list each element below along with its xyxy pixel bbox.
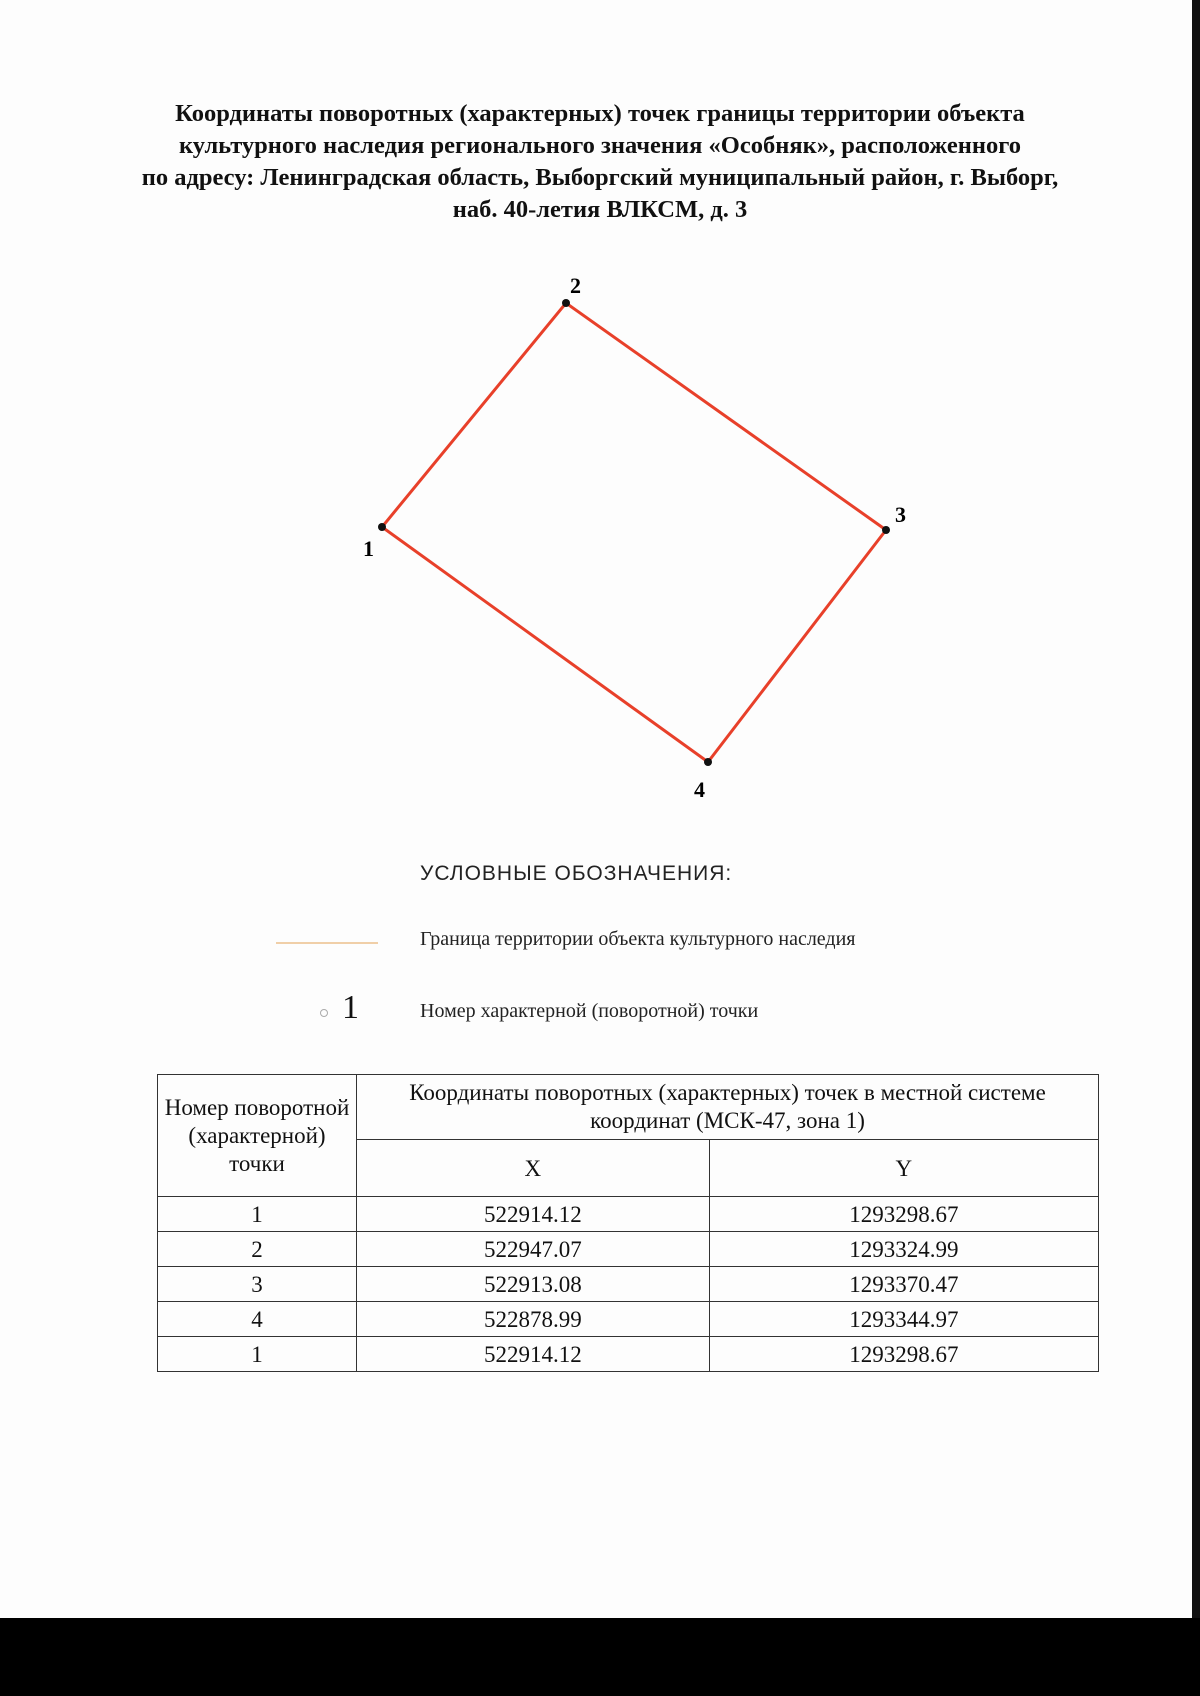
table-row <box>158 1232 1099 1267</box>
cell-point-number: 1 <box>158 1197 357 1232</box>
cell-point-number: 2 <box>158 1232 357 1267</box>
point-marker-3 <box>882 526 890 534</box>
point-marker-2 <box>562 299 570 307</box>
scan-edge-strip <box>1192 0 1200 1618</box>
cell-y: 1293298.67 <box>709 1337 1098 1372</box>
table-header-coordinates: Координаты поворотных (характерных) точек в местной системе координат (МСК-47, зона 1) <box>357 1075 1099 1140</box>
legend-point-label: Номер характерной (поворотной) точки <box>420 1000 759 1022</box>
point-label-2: 2 <box>570 273 581 298</box>
legend-point-dot-icon <box>320 1009 328 1017</box>
cell-x: 522913.08 <box>357 1267 710 1302</box>
scan-bottom-bar <box>0 1618 1200 1696</box>
table-row <box>158 1302 1099 1337</box>
table-row <box>158 1267 1099 1302</box>
cell-x: 522914.12 <box>357 1197 710 1232</box>
title-line-1: Координаты поворотных (характерных) точек границы территории объекта <box>175 100 1025 127</box>
boundary-polygon <box>382 303 886 762</box>
cell-x: 522914.12 <box>357 1337 710 1372</box>
table-row <box>158 1197 1099 1232</box>
point-marker-1 <box>378 523 386 531</box>
cell-point-number: 4 <box>158 1302 357 1337</box>
cell-y: 1293344.97 <box>709 1302 1098 1337</box>
title-line-2: культурного наследия регионального значения «Особняк», расположенного <box>179 132 1021 159</box>
legend-point-symbol: 1 <box>342 989 359 1026</box>
cell-y: 1293298.67 <box>709 1197 1098 1232</box>
table-header-x: X <box>357 1140 710 1197</box>
point-label-4: 4 <box>694 777 705 802</box>
title-line-3: по адресу: Ленинградская область, Выборгский муниципальный район, г. Выборг, <box>141 164 1059 191</box>
point-marker-4 <box>704 758 712 766</box>
title-line-4: наб. 40-летия ВЛКСМ, д. 3 <box>452 196 748 223</box>
cell-y: 1293370.47 <box>709 1267 1098 1302</box>
cell-point-number: 3 <box>158 1267 357 1302</box>
table-header-y: Y <box>709 1140 1098 1197</box>
coordinates-table <box>157 1074 1099 1372</box>
point-label-1: 1 <box>363 536 374 561</box>
cell-x: 522878.99 <box>357 1302 710 1337</box>
boundary-plan <box>0 0 1200 820</box>
cell-point-number: 1 <box>158 1337 357 1372</box>
legend-boundary-label: Граница территории объекта культурного наследия <box>420 928 856 950</box>
table-row <box>158 1337 1099 1372</box>
cell-x: 522947.07 <box>357 1232 710 1267</box>
point-label-3: 3 <box>895 502 906 527</box>
legend-title: УСЛОВНЫЕ ОБОЗНАЧЕНИЯ: <box>420 862 733 885</box>
cell-y: 1293324.99 <box>709 1232 1098 1267</box>
legend-boundary-line <box>276 942 378 944</box>
table-header-point-number: Номер поворотной (характерной) точки <box>158 1075 357 1197</box>
